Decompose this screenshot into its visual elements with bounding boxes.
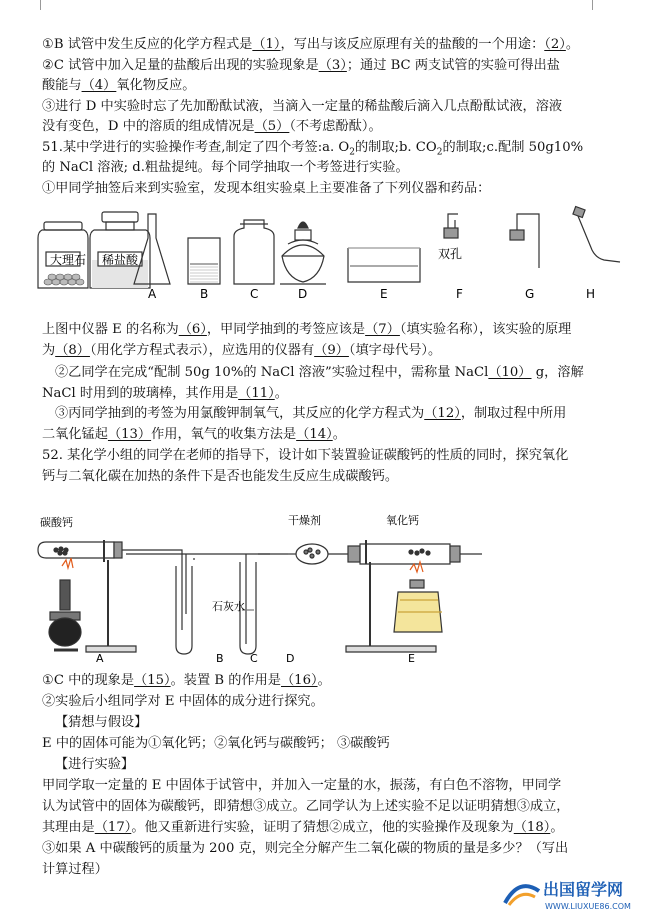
bottle1-label: 大理石 bbox=[50, 253, 87, 267]
letter-E: E bbox=[380, 287, 388, 300]
letter-D: D bbox=[298, 287, 308, 300]
beaker bbox=[188, 238, 220, 284]
corner-mark bbox=[592, 0, 603, 10]
desiccant-label: 干燥剂 bbox=[288, 514, 321, 527]
text-line: ①B 试管中发生反应的化学方程式是（1），写出与该反应原理有关的盐酸的一个用途：（2）。 bbox=[42, 37, 580, 52]
text-line: ③丙同学抽到的考签为用氯酸钾制氧气，其反应的化学方程式为（12），制取过程中所用 bbox=[55, 406, 567, 421]
letter-G: G bbox=[525, 287, 535, 300]
text-line: ①甲同学抽签后来到实验室，发现本组实验桌上主要准备了下列仪器和药品： bbox=[42, 181, 491, 196]
text-line: ①C 中的现象是（15）。装置 B 的作用是（16）。 bbox=[42, 673, 331, 688]
text-line: ②C 试管中加入足量的盐酸后出现的实验现象是（3）；通过 BC 两支试管的实验可得出盐 bbox=[42, 58, 560, 73]
figure-apparatus bbox=[36, 500, 486, 665]
text-line: E 中的固体可能为①氧化钙；②氧化钙与碳酸钙； ③碳酸钙 bbox=[42, 736, 390, 751]
text-line: NaCl 时用到的玻璃棒，其作用是（11）。 bbox=[42, 386, 288, 401]
apparatus-E bbox=[346, 540, 482, 652]
fig2-letter-A: A bbox=[96, 652, 104, 665]
letter-F: F bbox=[456, 287, 463, 300]
drying-tube bbox=[288, 544, 348, 564]
text-line: 二氧化锰起（13）作用，氧气的收集方法是（14）。 bbox=[42, 427, 346, 442]
text-line: 其理由是（17）。他又重新进行实验，证明了猜想②成立，他的实验操作及现象为（18）。 bbox=[42, 820, 564, 835]
water-trough bbox=[348, 248, 420, 282]
single-stopper-tube bbox=[510, 214, 539, 268]
text-line: 认为试管中的固体为碳酸钙，即猜想③成立。乙同学认为上述实验不足以证明猜想③成立， bbox=[42, 799, 570, 814]
text-line: 上图中仪器 E 的名称为（6），甲同学抽到的考签应该是（7）（填实验名称），该实验的原理 bbox=[42, 322, 572, 337]
limewater-label: 石灰水 bbox=[212, 600, 245, 613]
text-line: 酸能与（4）氧化物反应。 bbox=[42, 78, 196, 93]
figure-instruments bbox=[30, 200, 630, 300]
double-hole-stopper bbox=[444, 214, 458, 238]
letter-B: B bbox=[200, 287, 209, 300]
text-line: 51.某中学进行的实验操作考查,制定了四个考签:a. $O_2$的制取;b. $CO_2$的制取;c.配制 50g10% bbox=[42, 140, 584, 158]
text-line: ③进行 D 中实验时忘了先加酚酞试液，当滴入一定量的稀盐酸后滴入几点酚酞试液，溶液 bbox=[42, 99, 563, 114]
site-watermark bbox=[499, 873, 649, 915]
text-line: 钙与二氧化碳在加热的条件下是否也能发生反应生成碳酸钙。 bbox=[42, 469, 399, 484]
text-line: 甲同学取一定量的 E 中固体于试管中，并加入一定量的水，振荡，有白色不溶物，甲同学 bbox=[42, 778, 562, 793]
text-line: 【猜想与假设】 bbox=[55, 715, 148, 730]
watermark-logo-icon bbox=[499, 873, 649, 915]
fig2-letter-C: C bbox=[250, 652, 258, 665]
bent-tube bbox=[573, 207, 620, 262]
corner-mark bbox=[30, 0, 41, 10]
fig2-letter-D: D bbox=[286, 652, 295, 665]
text-line: 为（8）（用化学方程式表示），应选用的仪器有（9）（填字母代号）。 bbox=[42, 343, 442, 358]
apparatus-C bbox=[240, 554, 288, 654]
apparatus-A bbox=[38, 540, 136, 652]
cao-label: 氧化钙 bbox=[386, 514, 419, 527]
watermark-en: WWW.LIUXUE86.COM bbox=[545, 902, 631, 911]
text-line: ②乙同学在完成“配制 50g 10%的 NaCl 溶液”实验过程中，需称量 NaCl（10） g，溶解 bbox=[55, 365, 584, 380]
text-line: 52. 某化学小组的同学在老师的指导下，设计如下装置验证碳酸钙的性质的同时，探究氧化 bbox=[42, 448, 569, 463]
gas-jar bbox=[234, 220, 274, 284]
watermark-cn: 出国留学网 bbox=[543, 880, 624, 899]
text-line: ③如果 A 中碳酸钙的质量为 200 克，则完全分解产生二氧化碳的物质的量是多少？（写出 bbox=[42, 841, 569, 856]
text-line: 【进行实验】 bbox=[55, 757, 135, 772]
text-line: 的 NaCl 溶液; d.粗盐提纯。每个同学抽取一个考签进行实验。 bbox=[42, 160, 409, 175]
letter-A: A bbox=[148, 287, 157, 300]
fig2-letter-E: E bbox=[408, 652, 415, 665]
bottle2-label: 稀盐酸 bbox=[102, 253, 139, 267]
alcohol-lamp bbox=[280, 222, 326, 284]
fig2-letter-B: B bbox=[216, 652, 224, 665]
hcl-bottle bbox=[90, 212, 150, 288]
letter-H: H bbox=[586, 287, 596, 300]
text-line: 计算过程） bbox=[42, 862, 108, 877]
text-line: ②实验后小组同学对 E 中固体的成分进行探究。 bbox=[42, 694, 324, 709]
caco3-label: 碳酸钙 bbox=[40, 516, 73, 529]
double-hole-label: 双孔 bbox=[438, 247, 463, 261]
text-line: 没有变色，D 中的溶质的组成情况是（5）（不考虑酚酞）。 bbox=[42, 119, 382, 134]
letter-C: C bbox=[250, 287, 259, 300]
